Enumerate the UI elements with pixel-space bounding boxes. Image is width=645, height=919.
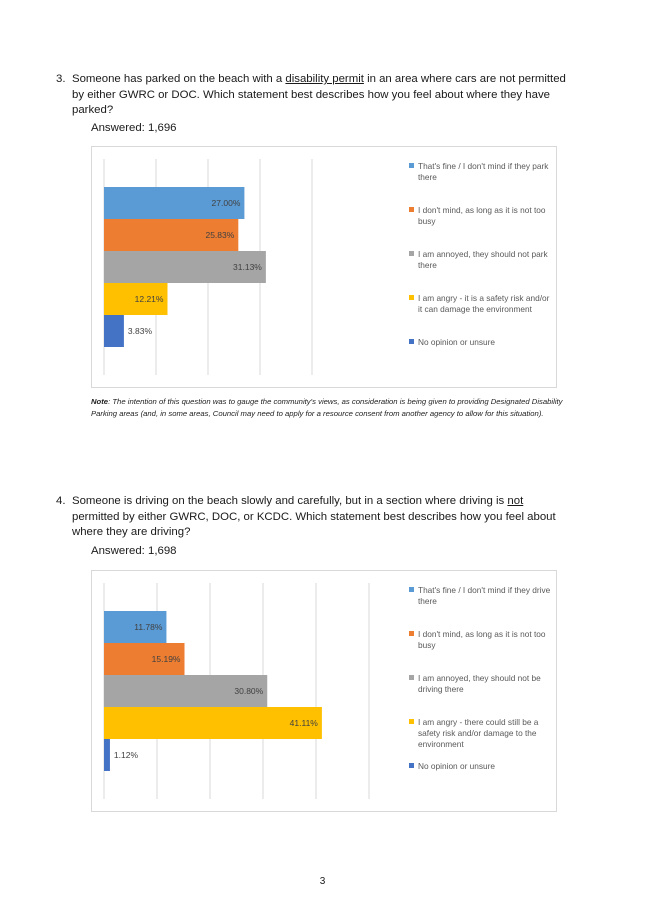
data-label: 1.12%: [113, 750, 139, 760]
legend-swatch: [409, 587, 414, 592]
data-label: 11.78%: [134, 622, 163, 632]
legend-item: [409, 293, 554, 315]
question-text-cont: permitted by either GWRC, DOC, or KCDC. Which statement best describes how you feel about where they are driving?: [72, 510, 556, 538]
page-number: 3: [319, 876, 326, 887]
legend-label: I am annoyed, they should not park there: [418, 249, 548, 270]
bar: [104, 315, 124, 347]
question-3: [56, 72, 572, 119]
legend-item: [409, 161, 554, 183]
answered-count: Answered: 1,698: [91, 545, 177, 557]
legend-swatch: [409, 631, 414, 636]
question-underlined-text: disability permit: [285, 73, 364, 85]
legend-swatch: [409, 763, 414, 768]
question-text: Someone is driving on the beach slowly and carefully, but in a section where driving is: [72, 495, 508, 507]
question-number: 3.: [56, 73, 66, 85]
legend-label: I am angry - it is a safety risk and/or it can damage the environment: [418, 293, 550, 314]
note-text: : The intention of this question was to gauge the community's views, as consideration is being given to providing Designated Disability Parking areas (and, in some areas, Council may need to apply for a resource consent from another agency to allow for this situation).: [91, 397, 563, 418]
question-text-cont: in an area where cars are not permitted by either GWRC or DOC. Which statement best describes how you feel about where they have parked?: [72, 73, 566, 116]
legend-label: I am annoyed, they should not be driving there: [418, 673, 541, 694]
data-label: 12.21%: [134, 294, 164, 304]
legend-item: [409, 629, 554, 651]
legend-item: [409, 761, 554, 772]
legend-item: [409, 249, 554, 271]
legend-label: That's fine / I don't mind if they park there: [418, 161, 549, 182]
legend-label: No opinion or unsure: [418, 337, 496, 347]
note-label: Note: [91, 397, 109, 406]
chart-question-4: [91, 570, 557, 812]
legend-item: [409, 673, 554, 695]
data-label: 15.19%: [151, 654, 181, 664]
answered-count: Answered: 1,696: [91, 122, 177, 134]
legend-item: [409, 205, 554, 227]
data-label: 25.83%: [205, 230, 235, 240]
question-number: 4.: [56, 495, 66, 507]
question-4: [56, 494, 572, 541]
legend-swatch: [409, 163, 414, 168]
legend-label: I don't mind, as long as it is not too busy: [418, 629, 546, 650]
legend-label: I don't mind, as long as it is not too busy: [418, 205, 546, 226]
legend-swatch: [409, 339, 414, 344]
legend-label: That's fine / I don't mind if they drive there: [418, 585, 551, 606]
legend-label: I am angry - there could still be a safety risk and/or damage to the environment: [418, 717, 539, 749]
data-label: 41.11%: [289, 718, 318, 728]
data-label: 27.00%: [211, 198, 241, 208]
legend-item: [409, 717, 554, 750]
data-label: 3.83%: [127, 326, 153, 336]
note-paragraph: [91, 396, 571, 419]
data-label: 31.13%: [233, 262, 262, 272]
legend-swatch: [409, 207, 414, 212]
legend-swatch: [409, 295, 414, 300]
legend-swatch: [409, 719, 414, 724]
legend-label: No opinion or unsure: [418, 761, 496, 771]
legend-swatch: [409, 675, 414, 680]
question-underlined-text: not: [507, 495, 524, 507]
chart-question-3: [91, 146, 557, 388]
data-label: 30.80%: [234, 686, 264, 696]
legend-item: [409, 337, 554, 348]
bar: [104, 739, 110, 771]
question-text: Someone has parked on the beach with a: [72, 73, 286, 85]
legend-item: [409, 585, 554, 607]
legend-swatch: [409, 251, 414, 256]
